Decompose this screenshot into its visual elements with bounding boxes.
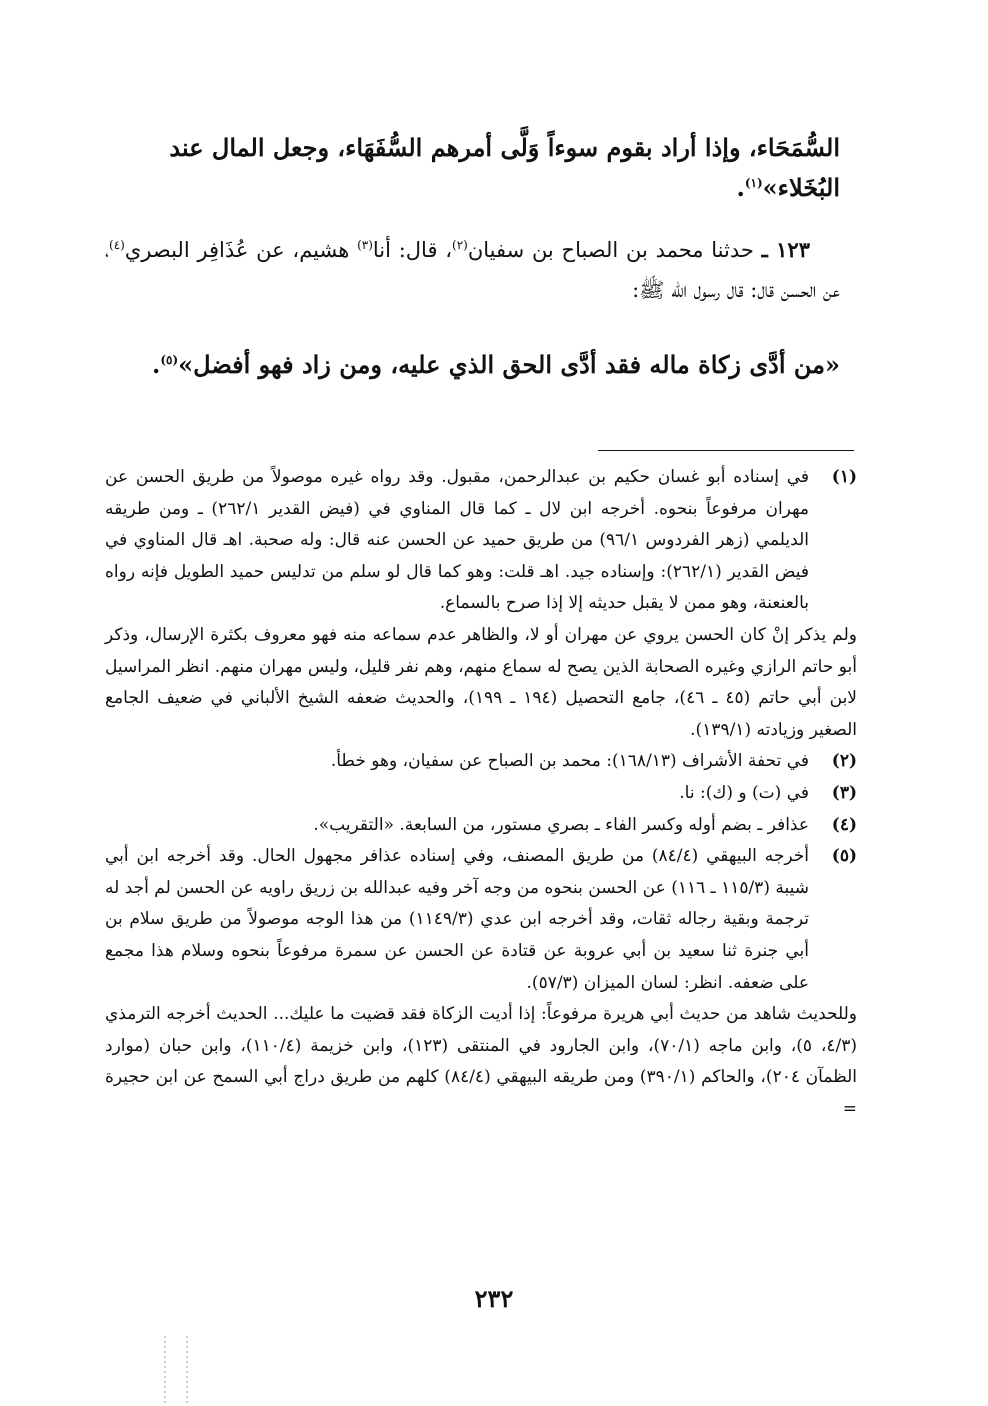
footnote-separator (598, 450, 854, 451)
footnote-continuation: ولم يذكر إنْ كان الحسن يروي عن مهران أو لا، والظاهر عدم سماعه منه فهو معروف بكثرة الإرسال، وذكر أبو حاتم الرازي وغيره الصحابة الذين يصح له سماع منهم، وهم نفر قليل، وليس مهران منهم. انظر المراسيل لابن أبي حاتم (٤٥ ـ ٤٦)، جامع التحصيل (١٩٤ ـ ١٩٩)، والحديث ضعفه الشيخ الألباني في ضعيف الجامع الصغير وزيادته (١٣٩/١). (105, 624, 858, 740)
footnote-ref-1: (١) (744, 176, 763, 190)
footnote (105, 746, 857, 778)
hadith-122-text-line2: البُخَلاء» (762, 173, 840, 202)
footnote (105, 778, 857, 810)
footnote-number: (١) (831, 467, 857, 487)
hadith-122-ending (105, 128, 840, 208)
footnote-number: (٢) (831, 751, 857, 772)
hadith-122-terminal: . (736, 173, 745, 202)
footnote-ref-2: (٢) (452, 238, 468, 252)
hadith-number: ١٢٣ ـ (761, 237, 810, 262)
hadith-123-matn (105, 345, 840, 385)
footnote-paragraph: أخرجه البيهقي (٨٤/٤) من طريق المصنف، وفي إسناده عذافر مجهول الحال. وقد أخرجه ابن أبي شيبة (١١٥/٣ ـ ١١٦) عن الحسن بنحوه من وجه آخر وفيه عبدالله بن زريق راويه عن الحسن لم أجد له ترجمة وبقية رجاله ثقات، وقد أخرجه ابن عدي (١١٤٩/٣) من هذا الوجه موصولاً من طريق سلام بن أبي جنرة ثنا سعيد بن أبي عروبة عن قتادة عن الحسن عن سمرة مرفوعاً بنحوه وسلام هذا مجمع على ضعفه. انظر: لسان الميزان (٥٧/٣). (105, 846, 809, 993)
footnotes (105, 462, 857, 1125)
footnote (105, 841, 857, 999)
isnad-part-3: هشيم، عن عُذَافِر البصري (124, 238, 358, 262)
footnote-ref-5: (٥) (160, 353, 179, 367)
footnote-paragraph: في تحفة الأشراف (١٦٨/١٣): محمد بن الصباح عن سفيان، وهو خطأ. (330, 751, 809, 772)
matn-terminal: . (151, 350, 161, 379)
matn-text: «من أدَّى زكاة ماله فقد أدَّى الحق الذي عليه، ومن زاد فهو أفضل» (178, 350, 840, 379)
footnote-number: (٤) (831, 814, 857, 835)
isnad-part-1: حدثنا محمد بن الصباح بن سفيان (467, 238, 754, 262)
footnote-paragraph: في إسناده أبو غسان حكيم بن عبدالرحمن، مقبول. وقد رواه غيره موصولاً من طريق الحسن عن مهران مرفوعاً بنحوه. أخرجه ابن لال ـ كما قال المناوي في (فيض القدير ٢٦٢/١) ـ ومن طريقه الديلمي (زهر الفردوس ٩٦/١) من طريق حميد عن الحسن عنه قال: وله صحبة. اهـ قال المناوي في فيض القدير (٢٦٢/١): وإسناده جيد. اهـ قلت: وهو كما قال لو سلم من تدليس حميد الطويل فإنه رواه بالعنعنة، وهو ممن لا يقبل حديثه إلا إذا صرح بالسماع. (105, 467, 810, 614)
footnote-number: (٥) (831, 846, 857, 867)
hadith-123-isnad (105, 230, 840, 310)
footnote-continuation: وللحديث شاهد من حديث أبي هريرة مرفوعاً: إذا أديت الزكاة فقد قضيت ما عليك... الحديث أخرجه الترمذي (٤/٣، ٥)، وابن ماجه (٧٠/١)، وابن الجارود في المنتقى (١٢٣)، وابن خزيمة (١١٠/٤)، وابن حبان (موارد الظمآن ٢٠٤)، والحاكم (٣٩٠/١) ومن طريقه البيهقي (٨٤/٤) كلهم من طريق دراج أبي السمح عن ابن حجيرة = (105, 1004, 858, 1119)
footnote-paragraph: في (ت) و (ك): نا. (679, 782, 809, 803)
crop-mark-decoration (157, 1336, 197, 1406)
isnad-part-4: ، عن الحسن قال: قال رسول الله ﷺ: (105, 238, 840, 302)
footnote-paragraph: عذافر ـ بضم أوله وكسر الفاء ـ بصري مستور، من السابعة. «التقريب». (313, 814, 809, 835)
footnote-ref-4: (٤) (109, 238, 125, 252)
page-number: ٢٣٢ (474, 1284, 514, 1313)
footnote (105, 810, 857, 842)
hadith-122-text-line1: السُّمَحَاء، وإذا أراد بقوم سوءاً وَلَّى أمرهم السُّفَهَاء، وجعل المال عند (169, 133, 840, 162)
isnad-part-2: ، قال: أنا (372, 238, 452, 262)
footnote-number: (٣) (831, 782, 857, 803)
footnote (105, 462, 857, 620)
footnote-ref-3: (٣) (357, 238, 373, 252)
